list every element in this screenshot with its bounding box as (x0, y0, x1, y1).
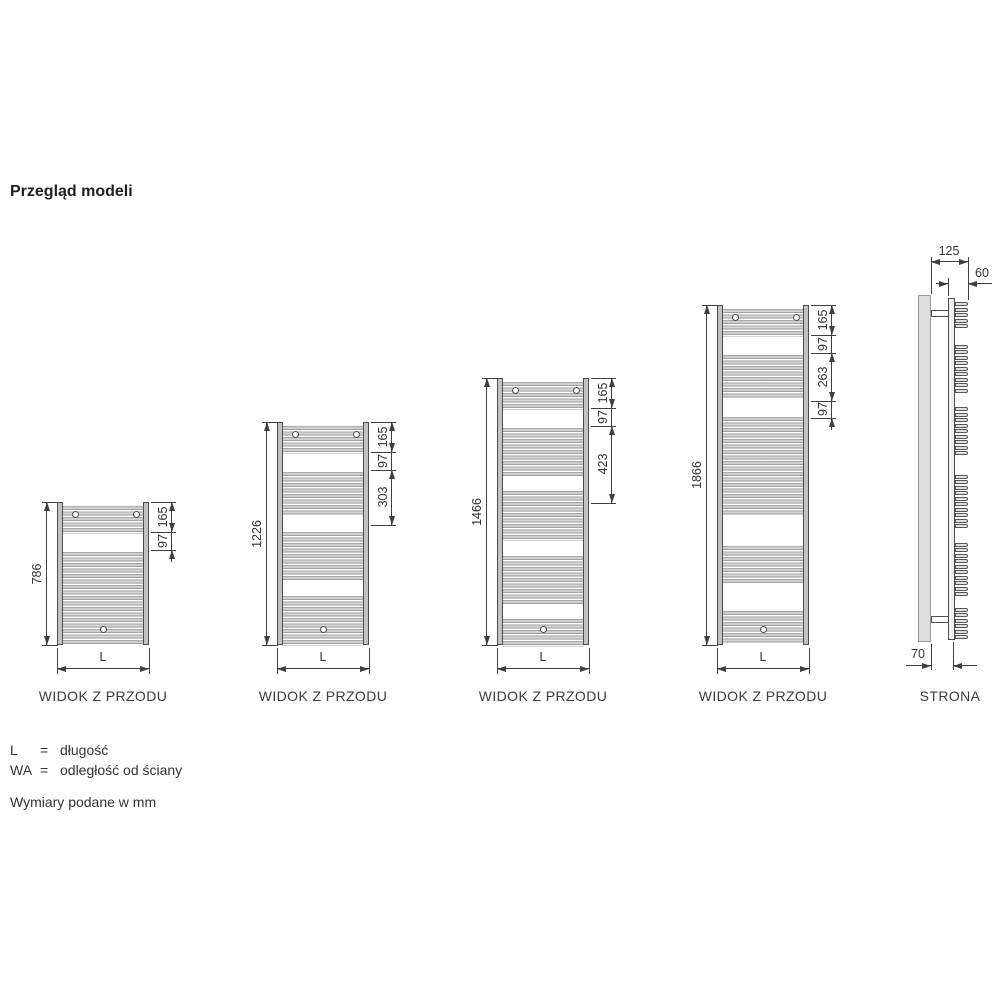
tube-end (955, 413, 968, 417)
tube-group (502, 619, 584, 647)
tube-end (955, 418, 968, 422)
equals-sign: = (40, 762, 49, 778)
wall (918, 295, 931, 642)
tube-group (722, 546, 804, 585)
dimension-arrow (169, 550, 175, 559)
dimension-arrow (484, 378, 490, 387)
legend-text-length: długość (60, 742, 109, 758)
dimension-line (589, 648, 590, 674)
tube-end (955, 635, 968, 639)
units-note: Wymiary podane w mm (10, 794, 157, 810)
front-view-label-786: WIDOK Z PRZODU (38, 688, 168, 704)
dimension-arrow (829, 353, 835, 362)
tube-end (955, 592, 968, 596)
tube-end (955, 519, 968, 523)
dimension-arrow (968, 281, 977, 287)
dimension-line (591, 408, 616, 409)
dimension-arrow (169, 502, 175, 511)
dimension-label: 97 (376, 453, 390, 468)
tube-end (955, 361, 968, 365)
legend-row-wall-distance (10, 762, 182, 778)
dimension-line (486, 378, 487, 645)
dimension-line (151, 532, 176, 533)
dimension-line (369, 648, 370, 674)
dimension-arrow (704, 636, 710, 645)
dimension-label: 263 (816, 366, 830, 388)
mounting-hole (793, 314, 800, 321)
dimension-line (611, 378, 612, 503)
dimension-arrow (717, 666, 726, 672)
dimension-arrow (497, 666, 506, 672)
legend-symbol-WA: WA (10, 762, 33, 778)
dimension-arrow (959, 259, 968, 265)
wall-bracket (931, 616, 949, 623)
dimension-line (57, 668, 149, 669)
dimension-label: 97 (816, 336, 830, 351)
side-view-label: STRONA (919, 688, 981, 704)
tube-end (955, 502, 968, 506)
tube-end (955, 608, 968, 612)
dimension-line (948, 278, 949, 296)
tube-end (955, 587, 968, 591)
dimension-line (931, 644, 932, 670)
radiator-rail-left (277, 422, 283, 645)
dimension-label: 303 (376, 486, 390, 508)
dimension-arrow (389, 470, 395, 479)
tube-end (955, 491, 968, 495)
tube-end (955, 581, 968, 585)
dimension-line (591, 503, 616, 504)
dimension-arrow (484, 636, 490, 645)
dimension-label: 97 (156, 533, 170, 548)
dimension-arrow (57, 666, 66, 672)
dimension-label: 165 (156, 506, 170, 528)
dimension-label: 1866 (690, 461, 704, 489)
tube-end (955, 435, 968, 439)
dimension-label: 125 (938, 244, 960, 258)
tube-end (955, 407, 968, 411)
dimension-line (702, 645, 718, 646)
tube-end (955, 475, 968, 479)
front-view-label-1466: WIDOK Z PRZODU (478, 688, 608, 704)
dimension-arrow (829, 392, 835, 401)
tube-end (955, 630, 968, 634)
mounting-hole (732, 314, 739, 321)
dimension-label: 786 (30, 563, 44, 584)
equals-sign: = (40, 742, 49, 758)
dimension-line (277, 668, 369, 669)
tube-end (955, 576, 968, 580)
radiator-rail-left (497, 378, 503, 645)
tube-end (955, 367, 968, 371)
dimension-arrow (704, 305, 710, 314)
dimension-arrow (169, 523, 175, 532)
dimension-arrow (800, 666, 809, 672)
tube-end (955, 389, 968, 393)
legend-row-length (10, 742, 108, 758)
dimension-arrow (264, 422, 270, 431)
tube-end (955, 565, 968, 569)
tube-group (502, 491, 584, 541)
tube-end (955, 424, 968, 428)
tube-group (502, 556, 584, 606)
tube-group (722, 417, 804, 516)
dimension-arrow (931, 259, 940, 265)
tube-group (282, 472, 364, 516)
dimension-label: 165 (596, 382, 610, 404)
dimension-arrow (389, 443, 395, 452)
dimension-arrow (922, 663, 931, 669)
dimension-arrow (609, 399, 615, 408)
mounting-hole (320, 626, 327, 633)
dimension-line (968, 257, 969, 300)
tube-end (955, 378, 968, 382)
dimension-label: 60 (975, 266, 989, 280)
dimension-label: 97 (816, 402, 830, 417)
mounting-hole (760, 626, 767, 633)
mounting-hole (353, 431, 360, 438)
tube-end (955, 383, 968, 387)
dimension-label: 165 (376, 426, 390, 448)
wall-bracket (931, 310, 949, 317)
front-view-label-1866: WIDOK Z PRZODU (698, 688, 828, 704)
dimension-arrow (264, 636, 270, 645)
dimension-line (811, 335, 836, 336)
dimension-line (266, 422, 267, 645)
dimension-arrow (580, 666, 589, 672)
tube-end (955, 554, 968, 558)
dimension-arrow (829, 326, 835, 335)
dimension-line (46, 502, 47, 645)
tube-end (955, 480, 968, 484)
legend-symbol-L: L (10, 742, 18, 758)
radiator-rail-left (717, 305, 723, 645)
dimension-label: 1226 (250, 519, 264, 548)
legend-text-wall-distance: odległość od ściany (60, 762, 183, 778)
tube-end (955, 513, 968, 517)
dimension-arrow (389, 516, 395, 525)
tube-end (955, 356, 968, 360)
radiator-rail-left (57, 502, 63, 645)
radiator-rail-right (803, 305, 809, 645)
tube-end (955, 302, 968, 306)
dimension-arrow (44, 502, 50, 511)
dimension-arrow (389, 422, 395, 431)
radiator-rail-right (143, 502, 149, 645)
mounting-hole (292, 431, 299, 438)
radiator-rail-right (583, 378, 589, 645)
tube-group (502, 428, 584, 478)
dimension-label: L (759, 650, 767, 664)
tube-end (955, 324, 968, 328)
dimension-line (262, 645, 278, 646)
mounting-hole (573, 387, 580, 394)
tube-end (955, 508, 968, 512)
dimension-line (831, 305, 832, 430)
dimension-arrow (360, 666, 369, 672)
dimension-line (149, 648, 150, 674)
dimension-line (706, 305, 707, 645)
tube-end (955, 486, 968, 490)
tube-group (282, 596, 364, 646)
tube-end (955, 524, 968, 528)
dimension-label: L (99, 650, 107, 664)
dimension-line (371, 452, 396, 453)
mounting-hole (512, 387, 519, 394)
dimension-arrow (140, 666, 149, 672)
tube-group (282, 532, 364, 582)
tube-end (955, 350, 968, 354)
tube-end (955, 372, 968, 376)
tube-end (955, 543, 968, 547)
dimension-arrow (829, 305, 835, 314)
dimension-line (371, 525, 396, 526)
dimension-label: L (319, 650, 327, 664)
dimension-arrow (609, 494, 615, 503)
front-view-label-1226: WIDOK Z PRZODU (258, 688, 388, 704)
dimension-label: 70 (911, 647, 925, 661)
dimension-label: L (539, 650, 547, 664)
page-title: Przegląd modeli (10, 183, 133, 200)
dimension-line (953, 642, 954, 670)
tube-end (955, 570, 968, 574)
tube-end (955, 619, 968, 623)
tube-end (955, 446, 968, 450)
mounting-hole (100, 626, 107, 633)
dimension-label: 1466 (470, 497, 484, 526)
tube-group (722, 355, 804, 399)
tube-end (955, 345, 968, 349)
dimension-arrow (829, 418, 835, 427)
rail-side (948, 298, 955, 640)
dimension-arrow (953, 663, 962, 669)
tube-end (955, 440, 968, 444)
tube-end (955, 319, 968, 323)
tube-end (955, 308, 968, 312)
dimension-line (931, 257, 932, 294)
dimension-arrow (609, 378, 615, 387)
mounting-hole (72, 511, 79, 518)
dimension-label: 423 (596, 453, 610, 475)
mounting-hole (133, 511, 140, 518)
dimension-arrow (609, 426, 615, 435)
dimension-line (717, 668, 809, 669)
dimension-line (809, 648, 810, 674)
tube-end (955, 559, 968, 563)
dimension-arrow (939, 281, 948, 287)
tube-end (955, 613, 968, 617)
tube-end (955, 429, 968, 433)
dimension-line (497, 668, 589, 669)
tube-end (955, 497, 968, 501)
tube-end (955, 451, 968, 455)
dimension-line (482, 645, 498, 646)
dimension-label: 165 (816, 309, 830, 331)
tube-end (955, 624, 968, 628)
dimension-arrow (44, 636, 50, 645)
tube-end (955, 548, 968, 552)
tube-end (955, 313, 968, 317)
dimension-arrow (277, 666, 286, 672)
dimension-label: 97 (596, 409, 610, 424)
mounting-hole (540, 626, 547, 633)
radiator-rail-right (363, 422, 369, 645)
dimension-line (42, 645, 58, 646)
